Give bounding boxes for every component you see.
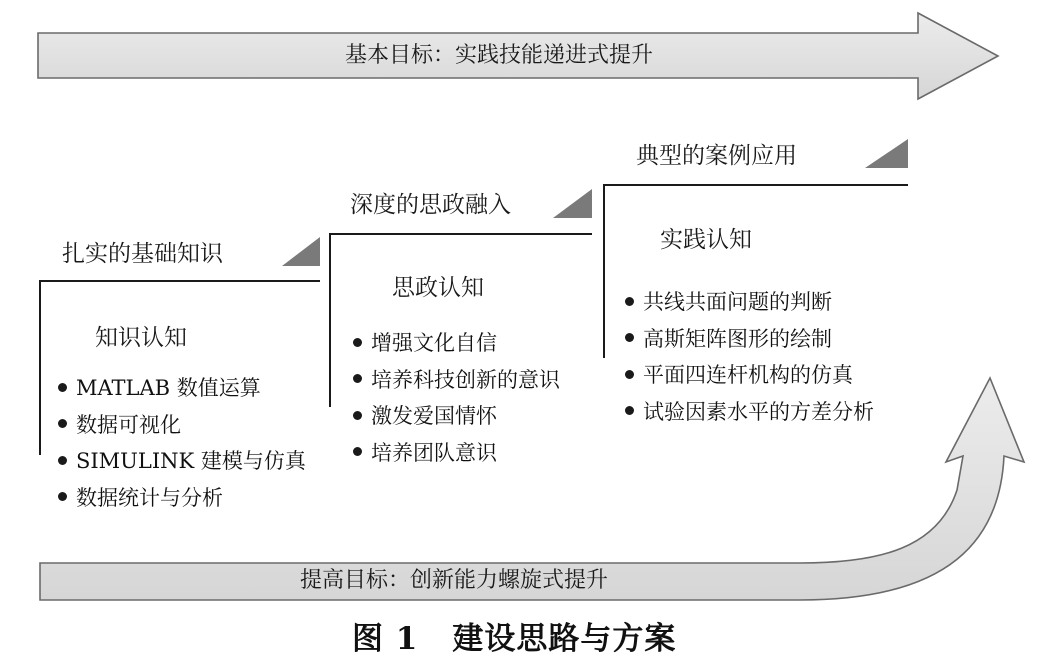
step-3-triangle — [865, 139, 908, 168]
list-item: 增强文化自信 — [353, 324, 560, 361]
list-item: 培养科技创新的意识 — [353, 361, 560, 398]
figure-title: 建设思路与方案 — [452, 621, 677, 657]
figure-caption — [352, 621, 677, 657]
list-item: 平面四连杆机构的仿真 — [625, 356, 874, 393]
step-3-subtitle: 实践认知 — [660, 227, 752, 253]
step-1-title: 扎实的基础知识 — [62, 241, 223, 267]
list-item: 数据可视化 — [58, 406, 306, 443]
bullet-icon — [625, 333, 634, 342]
bullet-icon — [58, 383, 67, 392]
bullet-icon — [58, 456, 67, 465]
list-item: 共线共面问题的判断 — [625, 283, 874, 320]
list-item: 试验因素水平的方差分析 — [625, 393, 874, 430]
list-item: MATLAB 数值运算 — [58, 369, 306, 406]
bullet-icon — [625, 406, 634, 415]
list-item: 激发爱国情怀 — [353, 397, 560, 434]
step-2-list — [353, 324, 560, 470]
figure-number: 图 1 — [352, 621, 419, 657]
step-1-triangle — [282, 237, 320, 266]
step-1-subtitle: 知识认知 — [95, 325, 187, 351]
step-2-subtitle: 思政认知 — [392, 275, 484, 301]
bullet-icon — [58, 492, 67, 501]
bullet-icon — [353, 411, 362, 420]
top-banner-text: 基本目标：实践技能递进式提升 — [345, 43, 654, 68]
step-2-title: 深度的思政融入 — [350, 192, 511, 218]
bullet-icon — [625, 297, 634, 306]
list-item: 高斯矩阵图形的绘制 — [625, 320, 874, 357]
step-2-triangle — [553, 189, 592, 218]
list-item: 数据统计与分析 — [58, 479, 306, 516]
step-3-title: 典型的案例应用 — [636, 143, 797, 169]
bullet-icon — [353, 374, 362, 383]
bullet-icon — [58, 419, 67, 428]
bullet-icon — [353, 447, 362, 456]
step-3-list — [625, 283, 874, 429]
bullet-icon — [625, 370, 634, 379]
list-item: 培养团队意识 — [353, 434, 560, 471]
list-item: SIMULINK 建模与仿真 — [58, 442, 306, 479]
bullet-icon — [353, 338, 362, 347]
step-1-list — [58, 369, 306, 515]
bottom-banner-text: 提高目标：创新能力螺旋式提升 — [300, 568, 609, 593]
